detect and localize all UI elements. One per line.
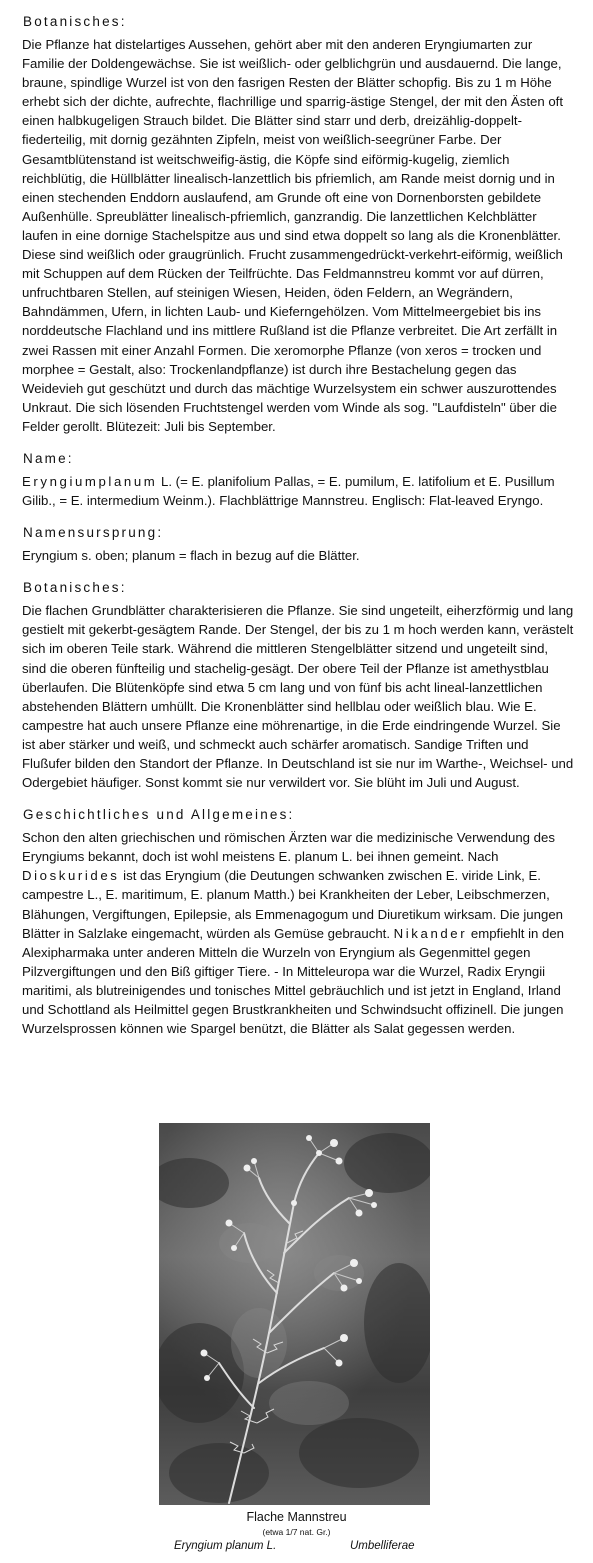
figure-caption-scale: (etwa 1/7 nat. Gr.) bbox=[262, 1527, 331, 1537]
namensursprung-paragraph: Eryngium s. oben; planum = flach in bezug auf die Blätter. bbox=[22, 548, 360, 564]
latin-name: Eryngiumplanum bbox=[22, 473, 158, 489]
botanisches-2-paragraph: Die flachen Grundblätter charakterisieren die Pflanze. Sie sind ungeteilt, eiherzförmig und lang gestielt mit gekerbt-gesägtem Rande. Der Stengel, der bis zu 1 m hoch werden kann, verästelt sich im oberen Teile stark. Während die mittleren Stengelblätter sitzend und ungeteilt sind, sind die oberen fünfteilig und stachelig-gesägt. Der obere Teil der Pflanze ist amethystblau überlaufen. Die Blütenköpfe sind etwa 5 cm lang und von fünf bis acht lineal-lanzettlichen abstehenden Blättern umhüllt. Die Kronenblätter sind hellblau oder weißlich blau. Wie E. campestre hat auch unsere Pflanze eine möhrenartige, in die Erde eindringende Wurzel. Sie ist aber stärker und weiß, und schmeckt auch schärfer aromatisch. Sandige Triften und Flußufer bilden den Standort der Pflanze. In Deutschland ist sie nur im Warthe-, Weichsel- und Odergebiet häufiger. Sonst kommt sie nur verwildert vor. Sie blüht im Juli und August. bbox=[22, 603, 574, 791]
geschichte-text-a: Schon den alten griechischen und römischen Ärzten war die medizinische Verwendung des Eryngiums bekannt, doch ist wohl meistens E. planum L. bei ihnen gemeint. Nach bbox=[22, 830, 555, 865]
eryngium-plant-image bbox=[159, 1123, 430, 1505]
figure-caption-latin: Eryngium planum L. bbox=[174, 1540, 277, 1552]
botanisches-paragraph: Die Pflanze hat distelartiges Aussehen, gehört aber mit den anderen Eryngiumarten zur Familie der Doldengewächse. Sie ist weißlich- oder gelblichgrün und ausdauernd. Die lange, braune, spindlige Wurzel ist von den fasrigen Resten der Blätter schopfig. Bis zu 1 m Höhe erhebt sich der dichte, aufrechte, flachrillige und sparrig-ästige Stengel, der mit den Ästen oft einen halbkugeligen Strauch bildet. Die Blätter sind starr und derb, dreizählig-doppelt-fiederteilig, mit dornig gezähnten Zipfeln, meist von weißlich-seegrüner Farbe. Der Gesamtblütenstand ist weitschweifig-ästig, die Köpfe sind eiförmig-kugelig, ziemlich reichblütig, die Hüllblätter linealisch-lanzettlich bis pfriemlich, am Rande meist dornig und in einen stechenden Enddorn auslaufend, am Grunde oft eine von Dornenborsten gebildete Außenhülle. Spreublätter linealisch-pfriemlich, ganzrandig. Die lanzettlichen Kelchblätter laufen in eine dornige Stachelspitze aus und sind etwa doppelt so lang als die Kronenblätter. Diese sind weißlich oder graugrünlich. Frucht zusammengedrückt-verkehrt-eiförmig, weißlich mit Schuppen auf dem Rücken der Teilfrüchte. Das Feldmannstreu kommt vor auf dürren, unfruchtbaren Stellen, auf steinigen Wiesen, Heiden, öden Feldern, an Wegrändern, Bahndämmen, Ufern, in lichten Laub- und Kieferngehölzen. Vom Mittelmeergebiet bis ins norddeutsche Flachland und ins mittlere Rußland ist die Pflanze verbreitet. Die Art zerfällt in zwei Rassen mit einer Anzahl Formen. Die xeromorphe Pflanze (von xeros = trocken und morphee = Gestalt, also: Trockenlandpflanze) ist durch ihre Bestachelung gegen das Weidevieh gut geschützt und durch das mächtige Wurzelsystem ein schwer auszurottendes Unkraut. Die sich lösenden Fruchtstengel werden vom Winde als sog. "Laufdisteln" über die Felder gerollt. Blütezeit: Juli bis September. bbox=[22, 37, 563, 434]
section-heading-geschichte: Geschichtliches und Allgemeines: bbox=[23, 807, 295, 823]
section-heading-namensursprung: Namensursprung: bbox=[23, 525, 164, 541]
geschichte-paragraph bbox=[22, 828, 574, 1038]
geschichte-text-c: empfiehlt in den Alexipharmaka unter anderen Mitteln die Wurzeln von Eryngium als Gegenmittel gegen Pilzvergiftungen und den Biß giftiger Tiere. - In Mitteleuropa war die Wurzel, Radix Eryngii maritimi, als blutreinigendes und tonisches Mittel gebräuchlich und ist jetzt in England, Irland und Schottland als Heilmittel gegen Brustkrankheiten und Schwindsucht offizinell. Die jungen Wurzelsprossen können wie Spargel benützt, die Blätter als Salat gegessen werden. bbox=[22, 925, 565, 1037]
geschichte-text-b: ist das Eryngium (die Deutungen schwanken zwischen E. viride Link, E. campestre L., E. maritimum, E. planum Matth.) bei Krankheiten der Leber, Leibschmerzen, Blähungen, Vergiftungen, Epilepsie, als Emmenagogum und Diuretikum wirksam. Die jungen Blätter in Salzlake eingemacht, würden als Gemüse gebraucht. bbox=[22, 868, 563, 941]
author-name-dioskurides: Dioskurides bbox=[22, 868, 120, 884]
section-heading-botanisches: Botanisches: bbox=[23, 14, 127, 29]
author-name-nikander: Nikander bbox=[393, 925, 468, 941]
figure-caption-family: Umbelliferae bbox=[350, 1540, 415, 1552]
figure-caption-title: Flache Mannstreu bbox=[246, 1510, 347, 1524]
name-text: L. (= E. planifolium Pallas, = E. pumilum, E. latifolium et E. Pusillum Gilib., = E. intermedium Weinm.). Flachblättrige Mannstreu. Englisch: Flat-leaved Eryngo. bbox=[22, 473, 555, 509]
section-heading-botanisches-2: Botanisches: bbox=[23, 580, 127, 596]
document-body bbox=[22, 12, 574, 1051]
section-heading-name: Name: bbox=[23, 450, 74, 466]
name-paragraph bbox=[22, 472, 574, 510]
plant-photo bbox=[159, 1123, 430, 1505]
